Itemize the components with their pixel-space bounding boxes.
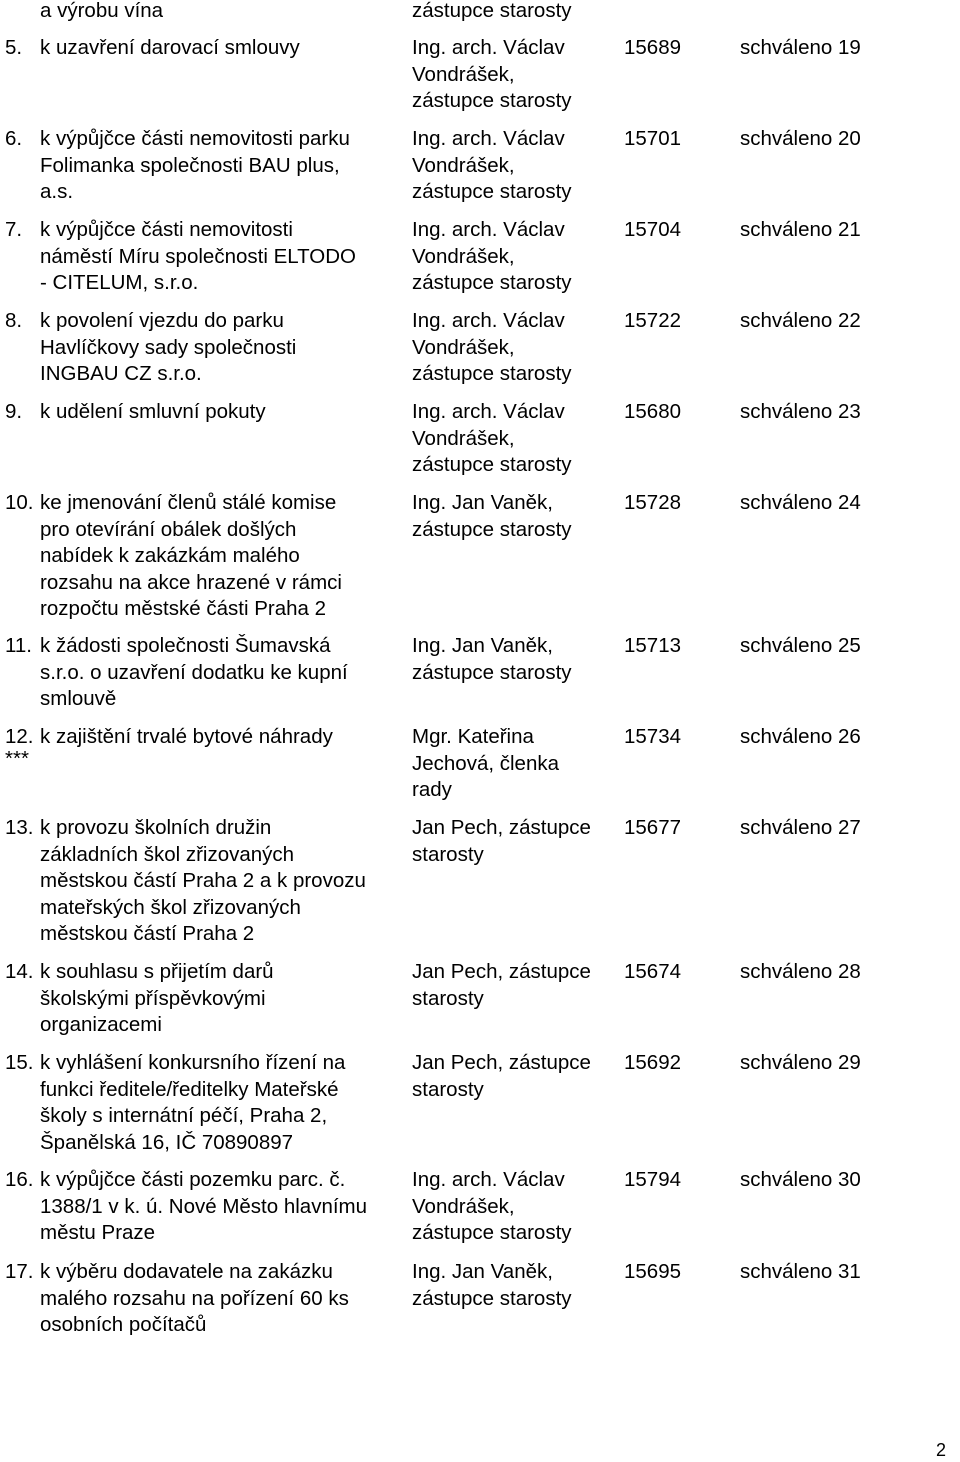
carryover-subject: a výrobu vína: [40, 0, 164, 22]
resolution-status: schváleno 19: [740, 36, 861, 59]
resolution-status: schváleno 23: [740, 400, 861, 423]
resolution-status: schváleno 20: [740, 127, 861, 150]
item-subject: ke jmenování členů stálé komise pro otevírání obálek došlých nabídek k zakázkám malého rozsahu na akce hrazené v rámci rozpočtu městské části Praha 2: [40, 491, 342, 620]
resolution-number: 15689: [624, 36, 682, 59]
item-subject: k výpůjčce části nemovitosti parku Folimanka společnosti BAU plus, a.s.: [40, 127, 350, 203]
resolution-number: 15734: [624, 725, 682, 748]
item-subject: k povolení vjezdu do parku Havlíčkovy sady společnosti INGBAU CZ s.r.o.: [40, 309, 297, 385]
item-number: 17.: [5, 1260, 34, 1283]
item-number: 13.: [5, 816, 34, 839]
resolution-status: schváleno 21: [740, 218, 861, 241]
resolution-number: 15677: [624, 816, 682, 839]
resolution-number: 15692: [624, 1051, 682, 1074]
resolution-number: 15722: [624, 309, 682, 332]
resolution-status: schváleno 27: [740, 816, 861, 839]
resolution-status: schváleno 26: [740, 725, 861, 748]
item-subject: k udělení smluvní pokuty: [40, 400, 266, 423]
confidential-marker: ***: [5, 747, 29, 770]
resolution-status: schváleno 30: [740, 1168, 861, 1191]
item-number: 11.: [5, 634, 32, 657]
item-presenter: Ing. arch. Václav Vondrášek, zástupce starosty: [412, 400, 572, 476]
item-presenter: Ing. Jan Vaněk, zástupce starosty: [412, 634, 572, 684]
resolution-number: 15695: [624, 1260, 682, 1283]
item-presenter: Mgr. Kateřina Jechová, členka rady: [412, 725, 560, 801]
item-presenter: Jan Pech, zástupce starosty: [412, 816, 591, 866]
item-number: 15.: [5, 1051, 34, 1074]
item-number: 7.: [5, 218, 23, 241]
item-subject: k vyhlášení konkursního řízení na funkci ředitele/ředitelky Mateřské školy s internátní péčí, Praha 2, Španělská 16, IČ 70890897: [40, 1051, 346, 1154]
resolution-number: 15704: [624, 218, 682, 241]
item-number: 16.: [5, 1168, 34, 1191]
item-presenter: Ing. arch. Václav Vondrášek, zástupce starosty: [412, 218, 572, 294]
item-presenter: Jan Pech, zástupce starosty: [412, 1051, 591, 1101]
resolution-status: schváleno 22: [740, 309, 861, 332]
item-number: 6.: [5, 127, 23, 150]
item-number: 12.: [5, 725, 34, 748]
item-subject: k souhlasu s přijetím darů školskými příspěvkovými organizacemi: [40, 960, 274, 1036]
resolution-status: schváleno 29: [740, 1051, 861, 1074]
item-subject: k výpůjčce části pozemku parc. č. 1388/1 v k. ú. Nové Město hlavnímu městu Praze: [40, 1168, 368, 1244]
resolution-status: schváleno 25: [740, 634, 861, 657]
item-presenter: Ing. Jan Vaněk, zástupce starosty: [412, 1260, 572, 1310]
resolution-number: 15713: [624, 634, 682, 657]
item-number: 10.: [5, 491, 34, 514]
item-subject: k výpůjčce části nemovitosti náměstí Míru společnosti ELTODO - CITELUM, s.r.o.: [40, 218, 356, 294]
page-number: 2: [936, 1440, 947, 1460]
item-subject: k provozu školních družin základních škol zřizovaných městskou částí Praha 2 a k provozu mateřských škol zřizovaných městskou částí Praha 2: [40, 816, 366, 945]
item-presenter: Ing. arch. Václav Vondrášek, zástupce starosty: [412, 309, 572, 385]
item-presenter: Ing. Jan Vaněk, zástupce starosty: [412, 491, 572, 541]
item-presenter: Ing. arch. Václav Vondrášek, zástupce starosty: [412, 36, 572, 112]
resolution-number: 15674: [624, 960, 682, 983]
resolution-status: schváleno 24: [740, 491, 861, 514]
resolution-number: 15701: [624, 127, 682, 150]
item-number: 5.: [5, 36, 23, 59]
item-number: 14.: [5, 960, 34, 983]
item-subject: k zajištění trvalé bytové náhrady: [40, 725, 333, 748]
item-subject: k žádosti společnosti Šumavská s.r.o. o uzavření dodatku ke kupní smlouvě: [40, 634, 348, 710]
item-subject: k výběru dodavatele na zakázku malého rozsahu na pořízení 60 ks osobních počítačů: [40, 1260, 349, 1336]
item-presenter: Jan Pech, zástupce starosty: [412, 960, 591, 1010]
item-presenter: Ing. arch. Václav Vondrášek, zástupce starosty: [412, 127, 572, 203]
item-subject: k uzavření darovací smlouvy: [40, 36, 300, 59]
resolution-number: 15794: [624, 1168, 682, 1191]
resolution-status: schváleno 28: [740, 960, 861, 983]
resolution-status: schváleno 31: [740, 1260, 861, 1283]
carryover-presenter: zástupce starosty: [412, 0, 572, 22]
item-number: 9.: [5, 400, 23, 423]
item-number: 8.: [5, 309, 23, 332]
item-presenter: Ing. arch. Václav Vondrášek, zástupce starosty: [412, 1168, 572, 1244]
resolution-number: 15728: [624, 491, 682, 514]
resolution-number: 15680: [624, 400, 682, 423]
